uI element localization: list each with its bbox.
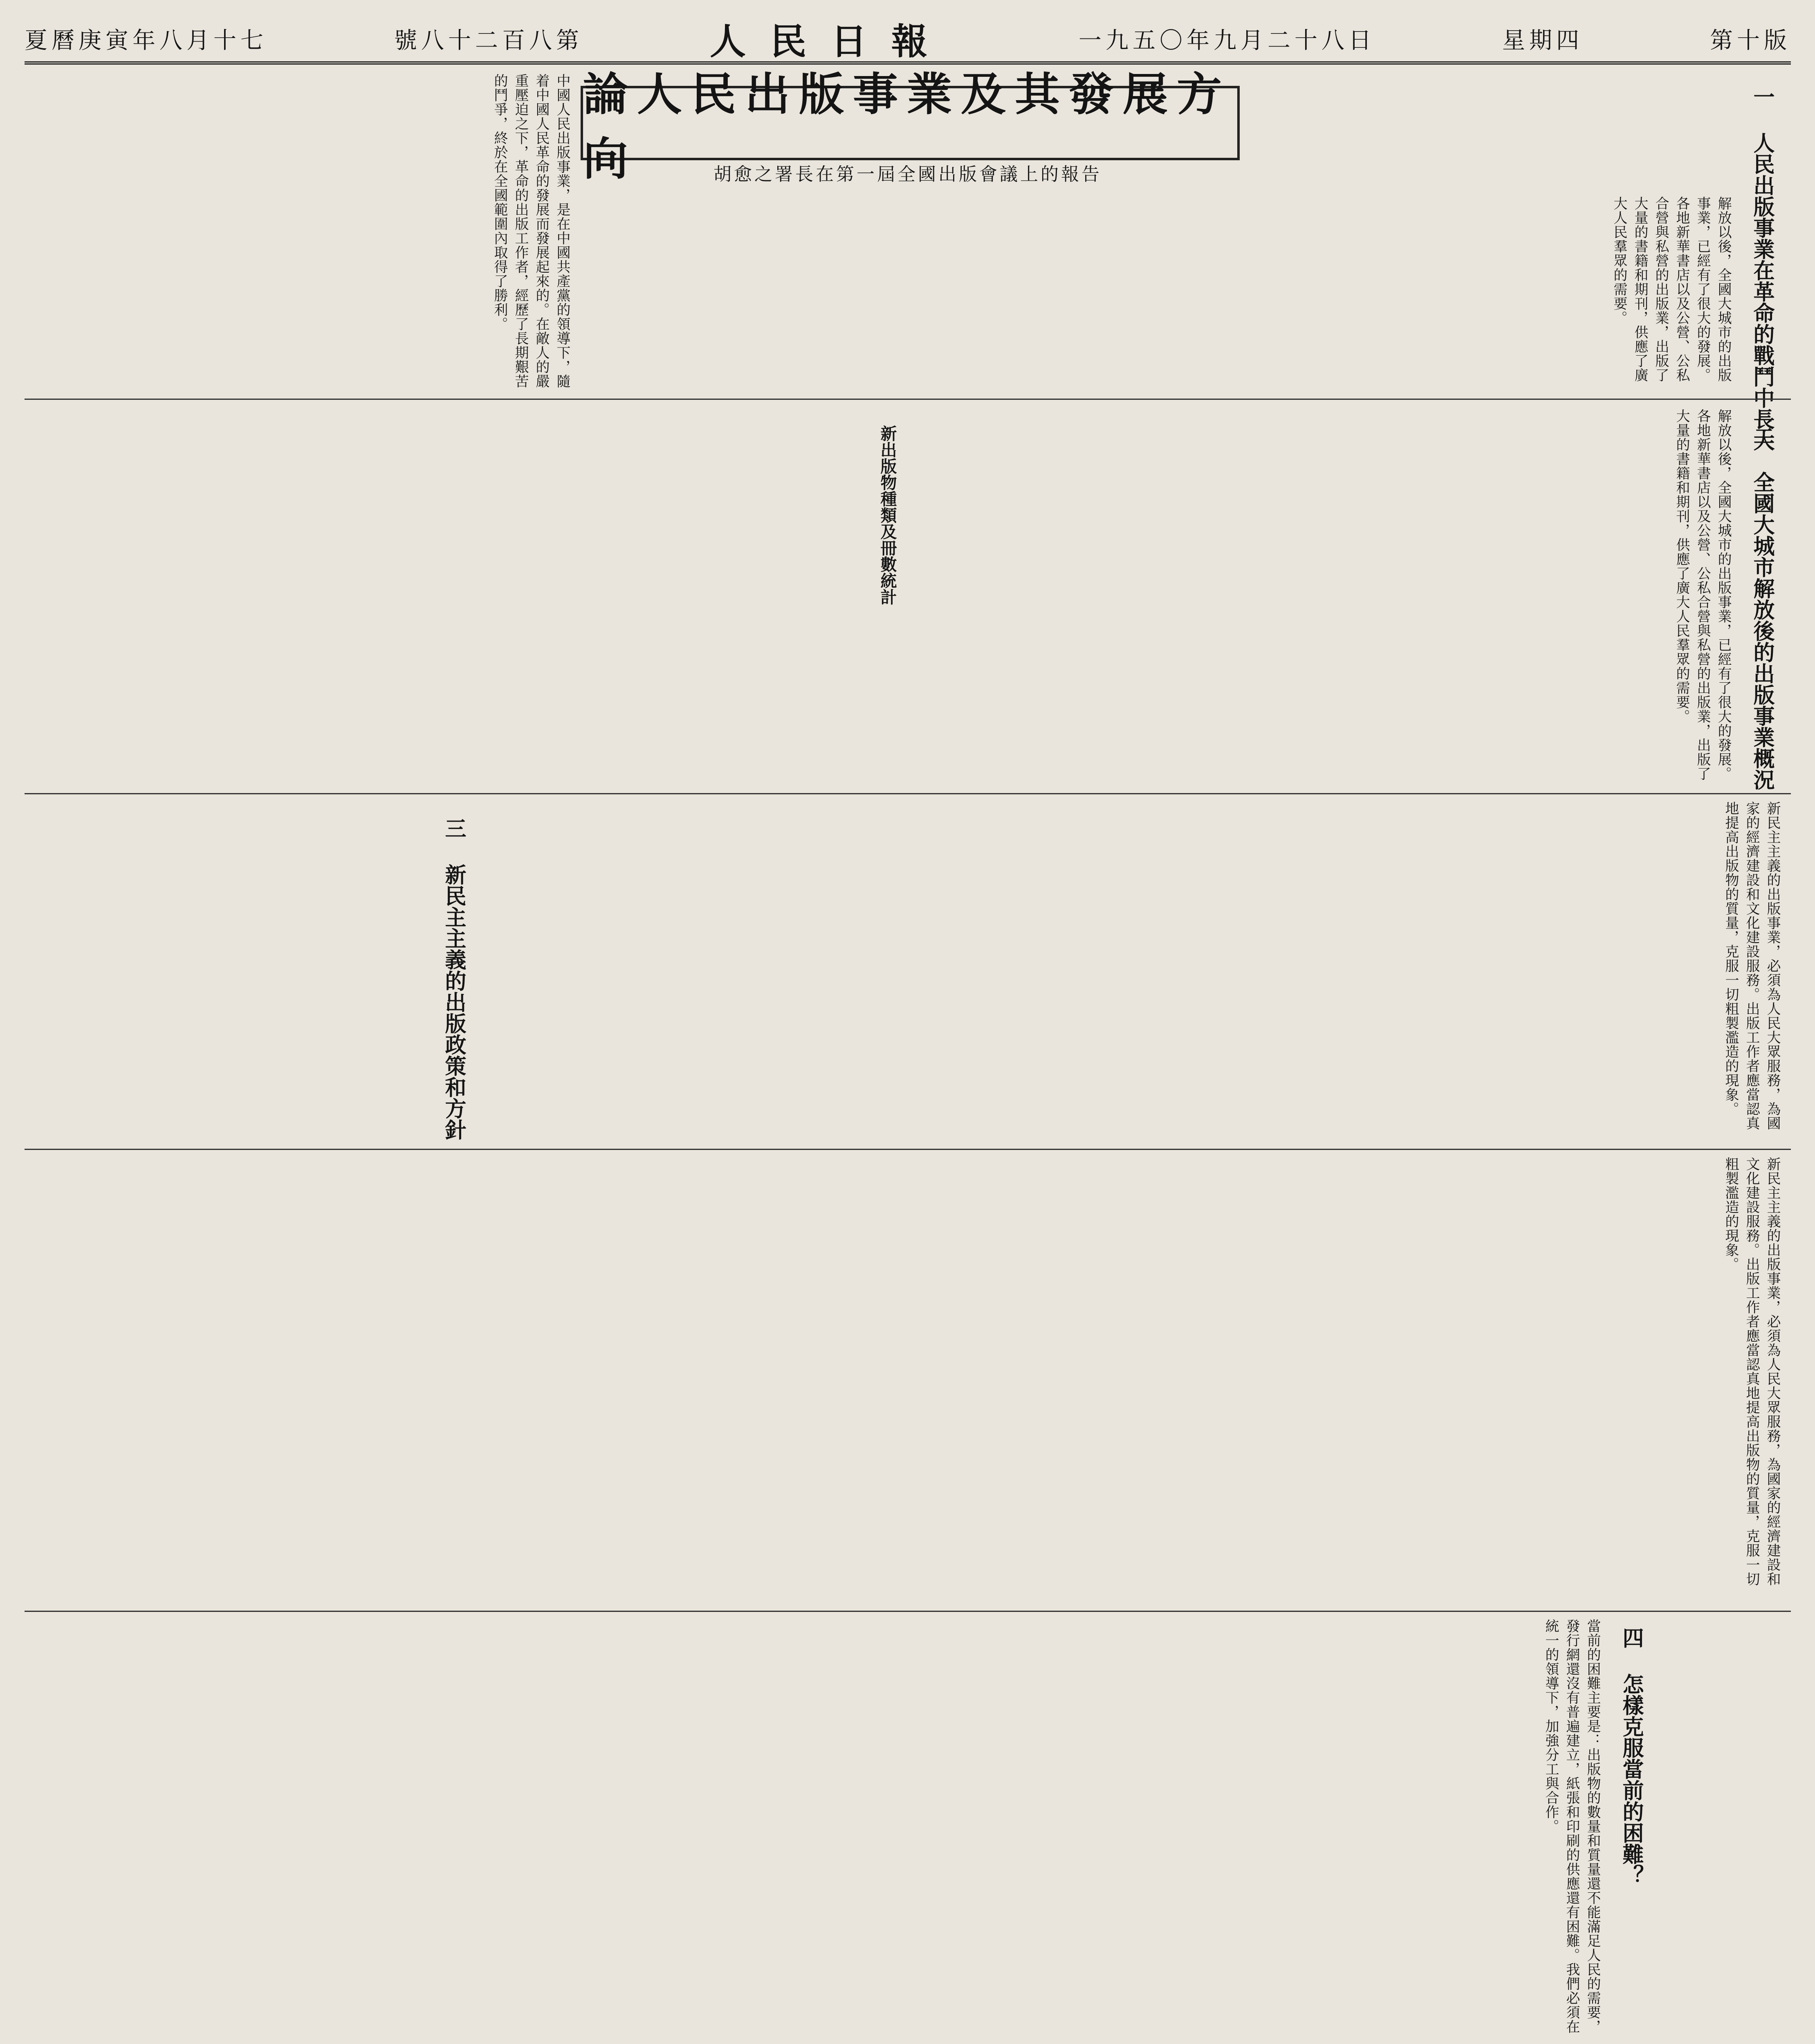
paper-title: 人民日報 bbox=[709, 20, 952, 63]
date: 一九五〇年九月二十八日 bbox=[1078, 27, 1375, 54]
divider bbox=[25, 399, 1791, 400]
headline: 論人民出版事業及其發展方向 bbox=[581, 86, 1240, 160]
weekday: 星期四 bbox=[1502, 27, 1583, 54]
article-body-block: 新民主主義的出版事業，必須為人民大眾服務，為國家的經濟建設和文化建設服務。出版工作者應當認真地提高出版物的質量，克服一切粗製濫造的現象。 bbox=[1723, 1157, 1781, 1586]
section-heading-2: 二 全國大城市解放後的出版事業概況 bbox=[1750, 425, 1775, 790]
byline: 胡愈之署長在第一屆全國出版會議上的報告 bbox=[713, 164, 1102, 185]
article-body-block: 解放以後，全國大城市的出版事業，已經有了很大的發展。各地新華書店以及公營、公私合營與私營的出版業，出版了大量的書籍和期刊，供應了廣大人民羣眾的需要。 bbox=[1611, 196, 1732, 382]
table-title: 新出版物種類及冊數統計 bbox=[878, 425, 897, 605]
page-number: 第十版 bbox=[1710, 27, 1791, 54]
divider bbox=[25, 1611, 1791, 1612]
lunar-date: 夏曆庚寅年八月十七 bbox=[25, 27, 267, 54]
article-body-block: 中國人民出版事業，是在中國共產黨的領導下，隨着中國人民革命的發展而發展起來的。在敵人的嚴重壓迫之下，革命的出版工作者，經歷了長期艱苦的鬥爭，終於在全國範圍內取得了勝利。 bbox=[491, 74, 570, 388]
divider bbox=[25, 793, 1791, 794]
article-body-block: 解放以後，全國大城市的出版事業，已經有了很大的發展。各地新華書店以及公營、公私合營與私營的出版業，出版了大量的書籍和期刊，供應了廣大人民羣眾的需要。 bbox=[1674, 409, 1732, 781]
section-heading-3: 三 新民主主義的出版政策和方針 bbox=[441, 818, 466, 1140]
section-heading-1: 一 人民出版事業在革命的戰鬥中長大 bbox=[1750, 86, 1775, 451]
article-body-block: 新民主主義的出版事業，必須為人民大眾服務，為國家的經濟建設和文化建設服務。出版工作者應當認真地提高出版物的質量，克服一切粗製濫造的現象。 bbox=[1723, 801, 1781, 1130]
article-body-block: 當前的困難主要是：出版物的數量和質量還不能滿足人民的需要，發行網還沒有普遍建立，紙張和印刷的供應還有困難。我們必須在統一的領導下，加強分工與合作。 bbox=[1543, 1619, 1601, 2034]
newspaper-page bbox=[25, 16, 1791, 2044]
section-heading-4: 四 怎樣克服當前的困難？ bbox=[1619, 1627, 1644, 1886]
masthead bbox=[25, 16, 1791, 65]
issue-number: 號八十二百八第 bbox=[394, 27, 583, 54]
divider bbox=[25, 1149, 1791, 1150]
